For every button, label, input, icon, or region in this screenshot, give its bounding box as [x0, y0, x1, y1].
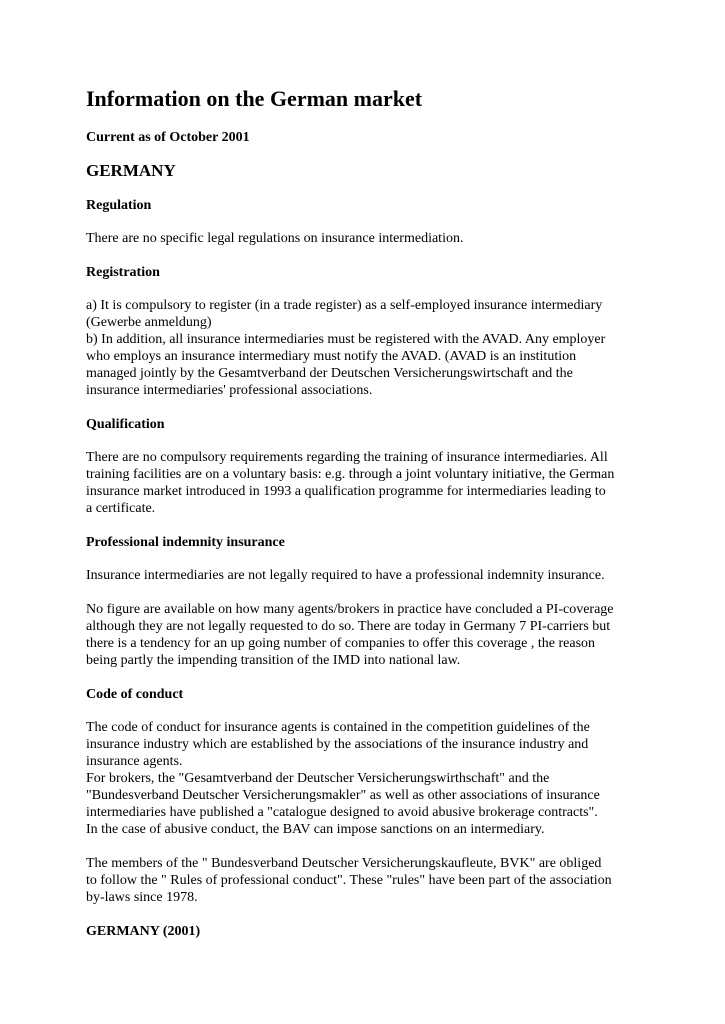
pi-insurance-paragraph-1: Insurance intermediaries are not legally required to have a professional indemnity insurance.: [86, 568, 605, 583]
text-line: a certificate.: [86, 501, 156, 516]
text-line: The members of the " Bundesverband Deutscher Versicherungskaufleute, BVK" are obliged: [86, 856, 602, 871]
text-line: In the case of abusive conduct, the BAV can impose sanctions on an intermediary.: [86, 822, 545, 837]
text-line: (Gewerbe anmeldung): [86, 315, 212, 330]
text-line: insurance agents.: [86, 754, 183, 769]
date-line: Current as of October 2001: [86, 130, 250, 145]
text-line: intermediaries have published a "catalogue designed to avoid abusive brokerage contracts".: [86, 805, 598, 820]
page-title: Information on the German market: [86, 86, 423, 111]
regulation-paragraph: There are no specific legal regulations on insurance intermediation.: [86, 231, 464, 246]
text-line: being partly the impending transition of the IMD into national law.: [86, 653, 461, 668]
footer-heading: GERMANY (2001): [86, 924, 201, 939]
pi-insurance-paragraph-2: [86, 601, 645, 669]
conduct-paragraph-2: [86, 855, 645, 906]
conduct-heading: Code of conduct: [86, 687, 184, 702]
registration-paragraph: [86, 297, 645, 399]
text-line: a) It is compulsory to register (in a trade register) as a self-employed insurance intermediary: [86, 298, 603, 313]
text-line: insurance market introduced in 1993 a qualification programme for intermediaries leading to: [86, 484, 606, 499]
regulation-heading: Regulation: [86, 198, 152, 213]
conduct-paragraph-1: [86, 719, 645, 838]
pi-insurance-heading: Professional indemnity insurance: [86, 535, 285, 550]
text-line: to follow the " Rules of professional conduct". These "rules" have been part of the association: [86, 873, 612, 888]
qualification-paragraph: [86, 449, 645, 517]
text-line: managed jointly by the Gesamtverband der Deutschen Versicherungswirtschaft and the: [86, 366, 573, 381]
registration-heading: Registration: [86, 265, 160, 280]
text-line: insurance industry which are established by the associations of the insurance industry and: [86, 737, 589, 752]
text-line: No figure are available on how many agents/brokers in practice have concluded a PI-coverage: [86, 602, 614, 617]
text-line: "Bundesverband Deutscher Versicherungsmakler" as well as other associations of insurance: [86, 788, 600, 803]
text-line: there is a tendency for an up going number of companies to offer this coverage , the reason: [86, 636, 596, 651]
text-line: who employs an insurance intermediary must notify the AVAD. (AVAD is an institution: [86, 349, 577, 364]
country-heading: GERMANY: [86, 161, 176, 180]
text-line: although they are not legally requested to do so. There are today in Germany 7 PI-carriers but: [86, 619, 611, 634]
qualification-heading: Qualification: [86, 417, 165, 432]
text-line: For brokers, the "Gesamtverband der Deutscher Versicherungswirthschaft" and the: [86, 771, 550, 786]
text-line: by-laws since 1978.: [86, 890, 198, 905]
text-line: The code of conduct for insurance agents is contained in the competition guidelines of the: [86, 720, 590, 735]
text-line: training facilities are on a voluntary basis: e.g. through a joint voluntary initiative, the German: [86, 467, 615, 482]
text-line: b) In addition, all insurance intermediaries must be registered with the AVAD. Any employer: [86, 332, 606, 347]
text-line: There are no compulsory requirements regarding the training of insurance intermediaries. All: [86, 450, 608, 465]
text-line: insurance intermediaries' professional associations.: [86, 383, 373, 398]
